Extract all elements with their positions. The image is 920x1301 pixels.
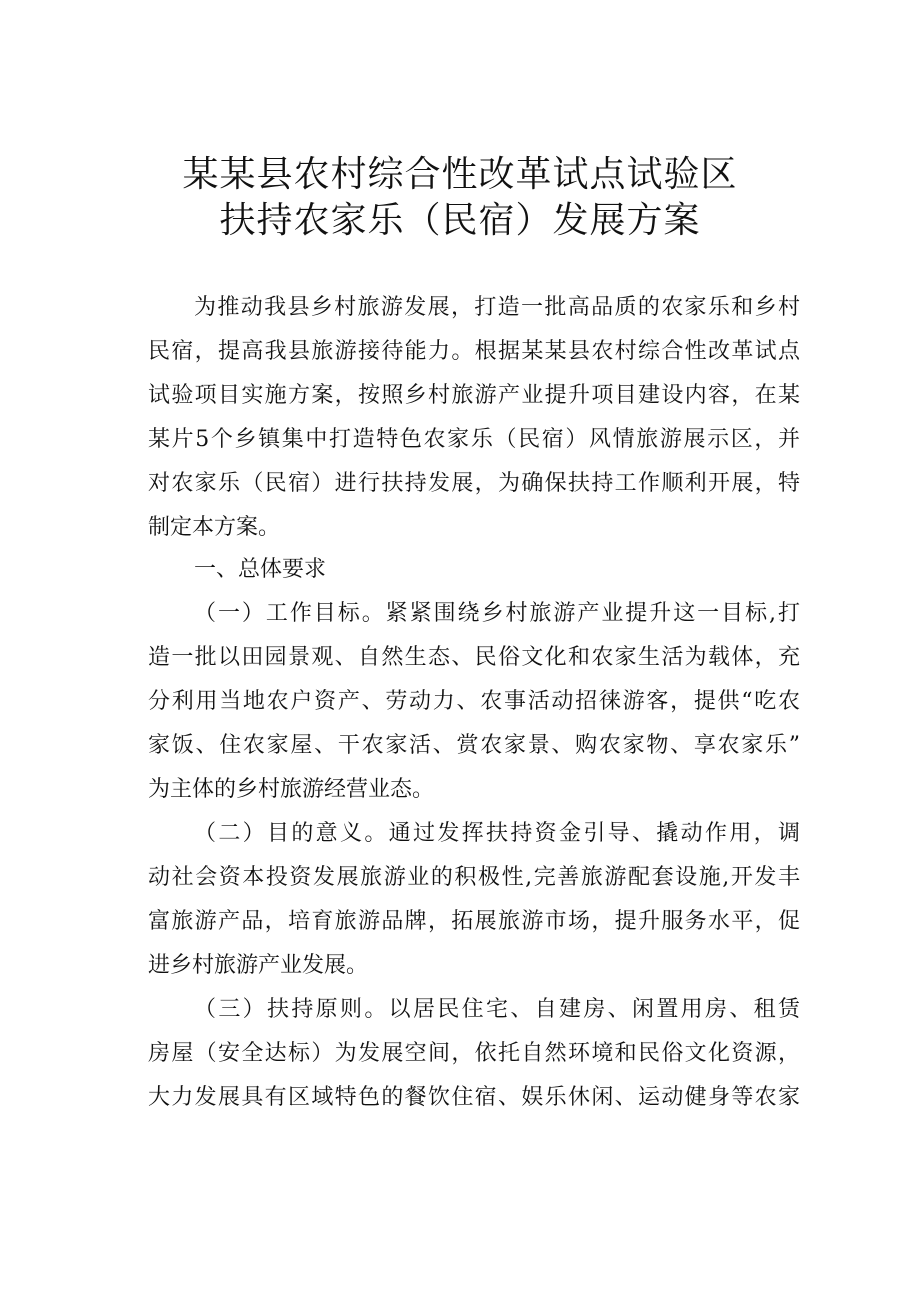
work-goal-paragraph xyxy=(148,592,800,812)
intro-line: 试验项目实施方案，按照乡村旅游产业提升项目建设内容，在某 xyxy=(148,383,800,408)
paragraph-line: 富旅游产品，培育旅游品牌，拓展旅游市场，提升服务水平，促 xyxy=(148,909,800,934)
support-principle-paragraph xyxy=(148,988,800,1120)
purpose-paragraph xyxy=(148,812,800,988)
document-title-line-1: 某某县农村综合性改革试点试验区 xyxy=(182,154,738,195)
document-title-line-2: 扶持农家乐（民宿）发展方案 xyxy=(219,200,701,241)
paragraph-line: 房屋（安全达标）为发展空间，依托自然环境和民俗文化资源， xyxy=(148,1041,800,1066)
paragraph-line: 家饭、住农家屋、干农家活、赏农家景、购农家物、享农家乐” xyxy=(148,733,800,758)
intro-line: 为推动我县乡村旅游发展，打造一批高品质的农家乐和乡村 xyxy=(194,295,800,320)
intro-line: 民宿，提高我县旅游接待能力。根据某某县农村综合性改革试点 xyxy=(148,339,800,364)
paragraph-line: 造一批以田园景观、自然生态、民俗文化和农家生活为载体，充 xyxy=(148,645,800,670)
paragraph-line: （二）目的意义。通过发挥扶持资金引导、撬动作用，调 xyxy=(194,821,800,846)
paragraph-line: 进乡村旅游产业发展。 xyxy=(148,953,369,978)
intro-line: 某片5个乡镇集中打造特色农家乐（民宿）风情旅游展示区，并 xyxy=(148,427,800,452)
intro-paragraph xyxy=(148,286,800,550)
paragraph-line: 大力发展具有区域特色的餐饮住宿、娱乐休闲、运动健身等农家 xyxy=(148,1085,800,1110)
intro-line: 对农家乐（民宿）进行扶持发展，为确保扶持工作顺利开展，特 xyxy=(148,471,800,496)
paragraph-line: 为主体的乡村旅游经营业态。 xyxy=(148,777,435,802)
intro-line: 制定本方案。 xyxy=(148,515,281,540)
paragraph-line: （三）扶持原则。以居民住宅、自建房、闲置用房、租赁 xyxy=(194,997,800,1022)
paragraph-line: （一）工作目标。紧紧围绕乡村旅游产业提升这一目标,打 xyxy=(194,601,800,626)
paragraph-line: 动社会资本投资发展旅游业的积极性,完善旅游配套设施,开发丰 xyxy=(148,865,800,890)
paragraph-line: 分利用当地农户资产、劳动力、农事活动招徕游客，提供“吃农 xyxy=(148,689,800,714)
section-heading: 一、总体要求 xyxy=(194,557,327,582)
